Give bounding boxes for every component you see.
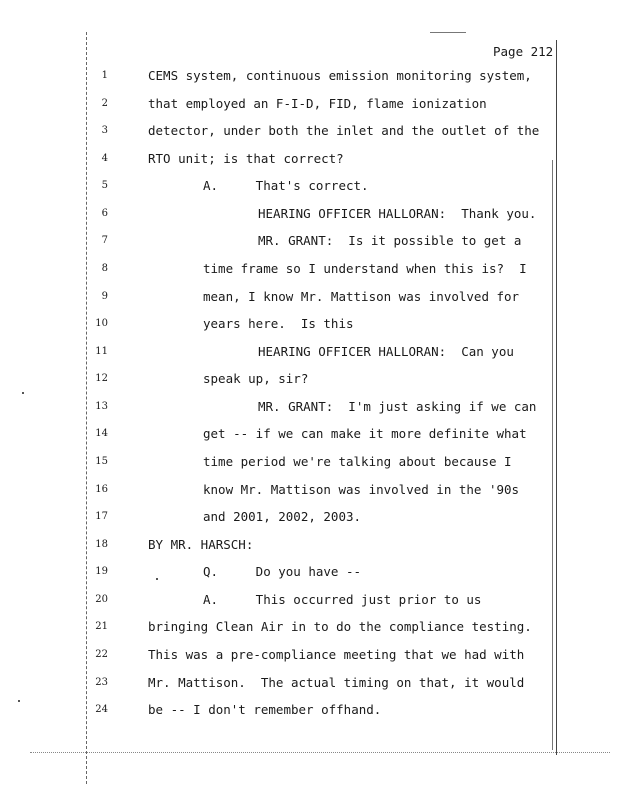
line-number: 9 bbox=[101, 291, 108, 302]
line-number: 21 bbox=[95, 621, 108, 632]
transcript-line bbox=[0, 94, 618, 114]
transcript-line bbox=[0, 590, 618, 610]
transcript-line bbox=[0, 287, 618, 307]
line-text: Mr. Mattison. The actual timing on that, it would bbox=[148, 675, 525, 690]
line-number: 15 bbox=[95, 456, 108, 467]
scan-speck bbox=[156, 578, 158, 580]
line-number: 22 bbox=[95, 649, 108, 660]
transcript-line bbox=[0, 700, 618, 720]
transcript-line bbox=[0, 149, 618, 169]
line-text: HEARING OFFICER HALLORAN: Can you bbox=[258, 344, 514, 359]
line-text: bringing Clean Air in to do the compliance testing. bbox=[148, 619, 532, 634]
line-number: 1 bbox=[101, 70, 108, 81]
line-number: 5 bbox=[101, 180, 108, 191]
line-text: A. This occurred just prior to us bbox=[203, 592, 482, 607]
line-text: that employed an F-I-D, FID, flame ionization bbox=[148, 96, 487, 111]
line-text: Q. Do you have -- bbox=[203, 564, 362, 579]
line-number: 12 bbox=[95, 373, 108, 384]
line-text: A. That's correct. bbox=[203, 178, 369, 193]
line-number: 3 bbox=[101, 125, 108, 136]
line-number: 4 bbox=[101, 153, 108, 164]
line-text: be -- I don't remember offhand. bbox=[148, 702, 382, 717]
transcript-line bbox=[0, 259, 618, 279]
scan-speck bbox=[22, 392, 24, 394]
line-text: time frame so I understand when this is? I bbox=[203, 261, 527, 276]
transcript-line bbox=[0, 617, 618, 637]
line-number: 13 bbox=[95, 401, 108, 412]
line-number: 18 bbox=[95, 539, 108, 550]
line-text: CEMS system, continuous emission monitoring system, bbox=[148, 68, 532, 83]
transcript-line bbox=[0, 397, 618, 417]
transcript-line bbox=[0, 204, 618, 224]
line-number: 2 bbox=[101, 98, 108, 109]
transcript-line bbox=[0, 176, 618, 196]
transcript-line bbox=[0, 66, 618, 86]
line-text: MR. GRANT: I'm just asking if we can bbox=[258, 399, 537, 414]
line-text: HEARING OFFICER HALLORAN: Thank you. bbox=[258, 206, 537, 221]
transcript-line bbox=[0, 480, 618, 500]
line-number: 24 bbox=[95, 704, 108, 715]
line-text: BY MR. HARSCH: bbox=[148, 537, 254, 552]
line-number: 16 bbox=[95, 484, 108, 495]
transcript-line bbox=[0, 424, 618, 444]
transcript-line bbox=[0, 452, 618, 472]
line-text: and 2001, 2002, 2003. bbox=[203, 509, 362, 524]
transcript-line bbox=[0, 342, 618, 362]
line-text: know Mr. Mattison was involved in the '90s bbox=[203, 482, 520, 497]
line-number: 19 bbox=[95, 566, 108, 577]
transcript-line bbox=[0, 673, 618, 693]
line-number: 10 bbox=[95, 318, 108, 329]
line-text: RTO unit; is that correct? bbox=[148, 151, 344, 166]
transcript-line bbox=[0, 231, 618, 251]
line-number: 6 bbox=[101, 208, 108, 219]
line-text: mean, I know Mr. Mattison was involved for bbox=[203, 289, 520, 304]
line-number: 23 bbox=[95, 677, 108, 688]
line-text: time period we're talking about because I bbox=[203, 454, 512, 469]
line-number: 14 bbox=[95, 428, 108, 439]
line-text: This was a pre-compliance meeting that we had with bbox=[148, 647, 525, 662]
transcript-line bbox=[0, 562, 618, 582]
page-number: Page 212 bbox=[493, 44, 554, 59]
line-number: 8 bbox=[101, 263, 108, 274]
transcript-line bbox=[0, 535, 618, 555]
line-number: 17 bbox=[95, 511, 108, 522]
transcript-line bbox=[0, 369, 618, 389]
line-number: 11 bbox=[95, 346, 108, 357]
transcript-line bbox=[0, 121, 618, 141]
line-text: get -- if we can make it more definite what bbox=[203, 426, 527, 441]
line-text: speak up, sir? bbox=[203, 371, 309, 386]
transcript-line bbox=[0, 507, 618, 527]
line-text: years here. Is this bbox=[203, 316, 354, 331]
line-number: 7 bbox=[101, 235, 108, 246]
transcript-line bbox=[0, 314, 618, 334]
scan-speck bbox=[18, 700, 20, 702]
line-number: 20 bbox=[95, 594, 108, 605]
line-text: MR. GRANT: Is it possible to get a bbox=[258, 233, 522, 248]
line-text: detector, under both the inlet and the outlet of the bbox=[148, 123, 540, 138]
transcript-line bbox=[0, 645, 618, 665]
